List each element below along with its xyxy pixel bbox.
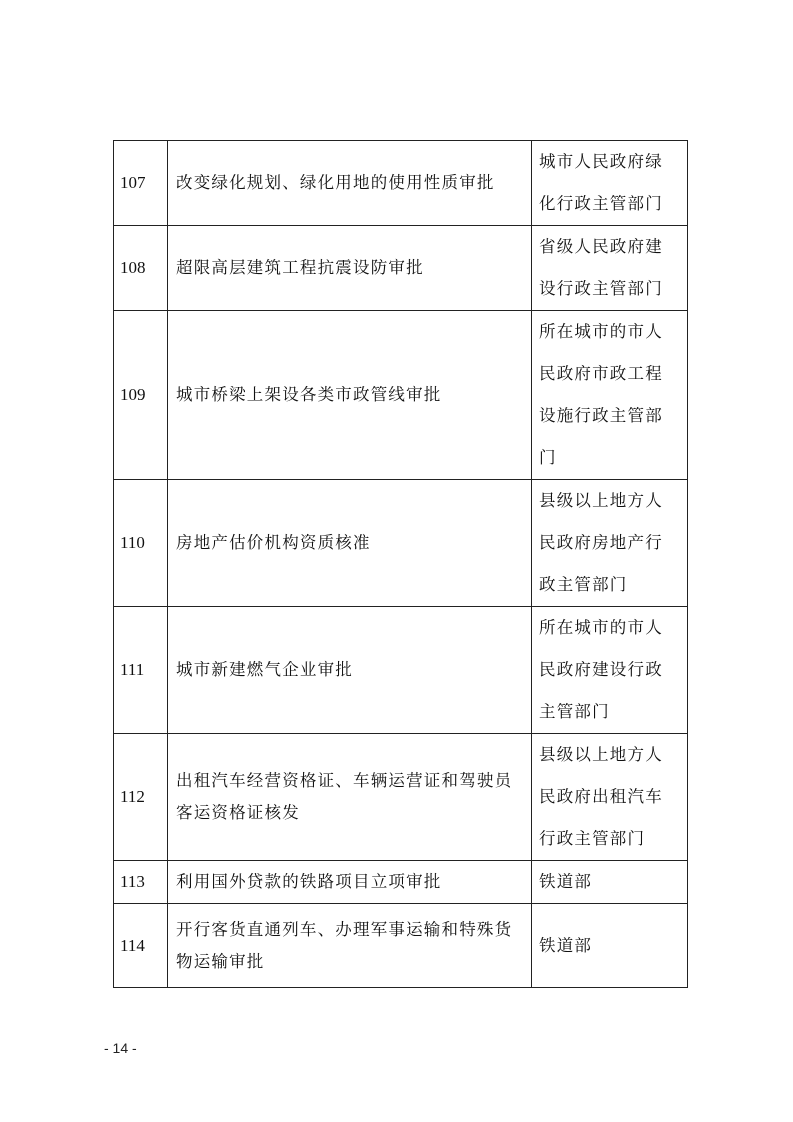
department-line: 铁道部: [539, 872, 593, 891]
table-row: [114, 311, 688, 480]
department-line: 省级人民政府建: [539, 237, 663, 256]
table-row: [114, 480, 688, 607]
responsible-department: [532, 480, 688, 607]
approval-item: 利用国外贷款的铁路项目立项审批: [168, 861, 532, 904]
approval-item: 出租汽车经营资格证、车辆运营证和驾驶员客运资格证核发: [168, 734, 532, 861]
department-line: 县级以上地方人: [539, 745, 663, 764]
row-number: 111: [114, 607, 168, 734]
department-line: 化行政主管部门: [539, 194, 663, 213]
table-row: [114, 734, 688, 861]
department-line: 所在城市的市人: [539, 618, 663, 637]
department-line: 城市人民政府绿: [539, 152, 663, 171]
row-number: 107: [114, 141, 168, 226]
approval-items-table: [113, 140, 688, 988]
row-number: 112: [114, 734, 168, 861]
department-line: 主管部门: [539, 702, 610, 721]
department-line: 门: [539, 448, 557, 467]
department-line: 设施行政主管部: [539, 406, 663, 425]
responsible-department: [532, 607, 688, 734]
approval-item: 超限高层建筑工程抗震设防审批: [168, 226, 532, 311]
responsible-department: [532, 311, 688, 480]
department-line: 民政府建设行政: [539, 660, 663, 679]
row-number: 108: [114, 226, 168, 311]
approval-item: 城市桥梁上架设各类市政管线审批: [168, 311, 532, 480]
table-row: [114, 607, 688, 734]
department-line: 铁道部: [539, 935, 593, 955]
approval-item: 改变绿化规划、绿化用地的使用性质审批: [168, 141, 532, 226]
responsible-department: [532, 861, 688, 904]
department-line: 设行政主管部门: [539, 279, 663, 298]
page-number: - 14 -: [104, 1040, 137, 1056]
department-line: 民政府房地产行: [539, 533, 663, 552]
table-row: [114, 904, 688, 988]
department-line: 县级以上地方人: [539, 491, 663, 510]
approval-item: 开行客货直通列车、办理军事运输和特殊货物运输审批: [168, 904, 532, 988]
row-number: 109: [114, 311, 168, 480]
table-row: [114, 226, 688, 311]
row-number: 110: [114, 480, 168, 607]
responsible-department: [532, 226, 688, 311]
table-row: [114, 861, 688, 904]
approval-item: 房地产估价机构资质核准: [168, 480, 532, 607]
responsible-department: [532, 904, 688, 988]
department-line: 民政府出租汽车: [539, 787, 663, 806]
department-line: 所在城市的市人: [539, 322, 663, 341]
department-line: 政主管部门: [539, 575, 628, 594]
department-line: 民政府市政工程: [539, 364, 663, 383]
responsible-department: [532, 734, 688, 861]
responsible-department: [532, 141, 688, 226]
row-number: 114: [114, 904, 168, 988]
row-number: 113: [114, 861, 168, 904]
approval-item: 城市新建燃气企业审批: [168, 607, 532, 734]
table-row: [114, 141, 688, 226]
department-line: 行政主管部门: [539, 829, 646, 848]
